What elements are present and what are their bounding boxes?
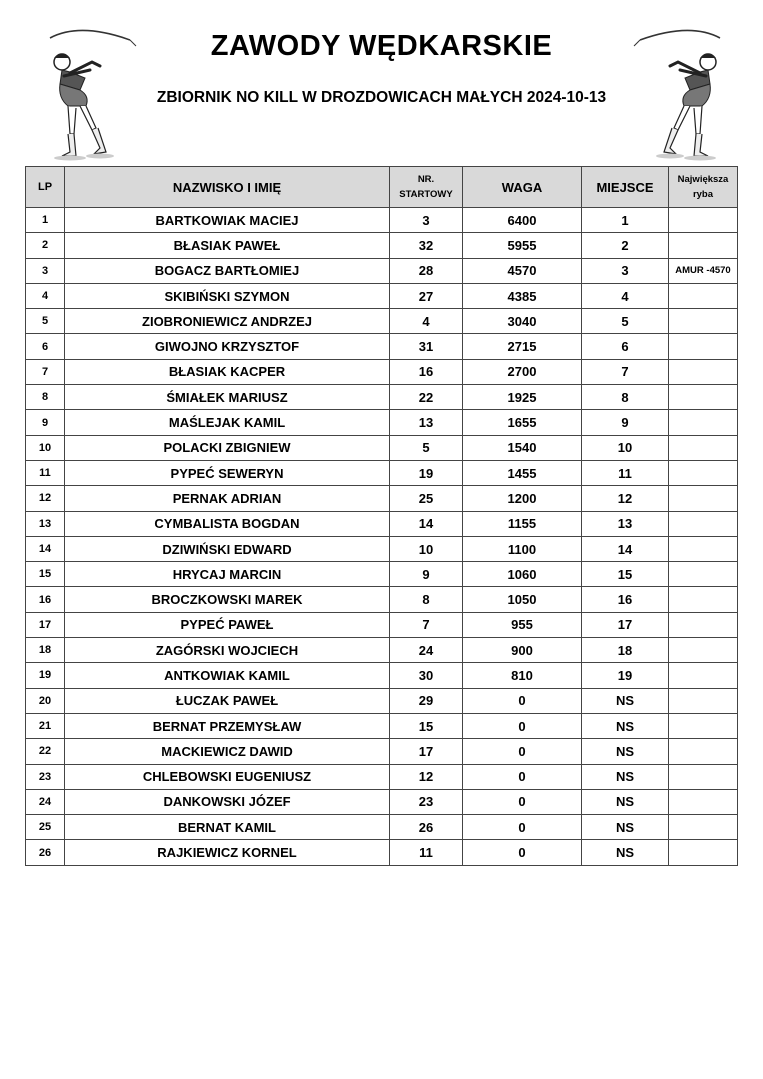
cell-lp: 5 <box>26 309 65 334</box>
page-subtitle: ZBIORNIK NO KILL W DROZDOWICACH MAŁYCH 2024-10-13 <box>156 89 607 106</box>
cell-biggest-fish <box>669 638 738 663</box>
table-row <box>26 638 738 663</box>
cell-weight: 1540 <box>463 435 582 460</box>
cell-lp: 23 <box>26 764 65 789</box>
cell-place: NS <box>582 739 669 764</box>
table-row <box>26 587 738 612</box>
table-row <box>26 435 738 460</box>
cell-name: BERNAT KAMIL <box>65 815 390 840</box>
table-row <box>26 460 738 485</box>
header-place: MIEJSCE <box>582 167 669 208</box>
table-row <box>26 764 738 789</box>
cell-name: ŁUCZAK PAWEŁ <box>65 688 390 713</box>
table-row <box>26 663 738 688</box>
cell-name: BOGACZ BARTŁOMIEJ <box>65 258 390 283</box>
cell-biggest-fish <box>669 309 738 334</box>
table-row <box>26 258 738 283</box>
cell-biggest-fish <box>669 460 738 485</box>
header-name: NAZWISKO I IMIĘ <box>65 167 390 208</box>
cell-start-number: 16 <box>390 359 463 384</box>
cell-weight: 6400 <box>463 208 582 233</box>
cell-name: BŁASIAK KACPER <box>65 359 390 384</box>
cell-name: SKIBIŃSKI SZYMON <box>65 283 390 308</box>
cell-biggest-fish <box>669 511 738 536</box>
cell-biggest-fish <box>669 840 738 865</box>
cell-biggest-fish <box>669 612 738 637</box>
cell-place: 7 <box>582 359 669 384</box>
cell-start-number: 7 <box>390 612 463 637</box>
cell-lp: 6 <box>26 334 65 359</box>
cell-name: GIWOJNO KRZYSZTOF <box>65 334 390 359</box>
cell-place: 1 <box>582 208 669 233</box>
cell-name: MAŚLEJAK KAMIL <box>65 410 390 435</box>
table-row <box>26 385 738 410</box>
cell-name: ŚMIAŁEK MARIUSZ <box>65 385 390 410</box>
cell-start-number: 27 <box>390 283 463 308</box>
cell-lp: 8 <box>26 385 65 410</box>
cell-weight: 810 <box>463 663 582 688</box>
cell-name: CHLEBOWSKI EUGENIUSZ <box>65 764 390 789</box>
cell-place: NS <box>582 688 669 713</box>
cell-lp: 22 <box>26 739 65 764</box>
table-row <box>26 688 738 713</box>
cell-start-number: 19 <box>390 460 463 485</box>
cell-place: 2 <box>582 233 669 258</box>
cell-name: RAJKIEWICZ KORNEL <box>65 840 390 865</box>
table-row <box>26 334 738 359</box>
cell-name: PYPEĆ PAWEŁ <box>65 612 390 637</box>
cell-start-number: 24 <box>390 638 463 663</box>
cell-start-number: 5 <box>390 435 463 460</box>
cell-start-number: 14 <box>390 511 463 536</box>
cell-lp: 15 <box>26 562 65 587</box>
cell-name: ANTKOWIAK KAMIL <box>65 663 390 688</box>
cell-start-number: 9 <box>390 562 463 587</box>
cell-lp: 4 <box>26 283 65 308</box>
cell-biggest-fish <box>669 713 738 738</box>
cell-start-number: 26 <box>390 815 463 840</box>
table-row <box>26 739 738 764</box>
cell-weight: 4385 <box>463 283 582 308</box>
cell-lp: 19 <box>26 663 65 688</box>
page-title: ZAWODY WĘDKARSKIE <box>210 30 553 62</box>
cell-lp: 7 <box>26 359 65 384</box>
cell-biggest-fish <box>669 688 738 713</box>
table-row <box>26 410 738 435</box>
cell-place: 16 <box>582 587 669 612</box>
cell-lp: 9 <box>26 410 65 435</box>
cell-place: 15 <box>582 562 669 587</box>
cell-place: 17 <box>582 612 669 637</box>
cell-biggest-fish <box>669 233 738 258</box>
cell-weight: 955 <box>463 612 582 637</box>
cell-place: NS <box>582 815 669 840</box>
cell-start-number: 30 <box>390 663 463 688</box>
table-row <box>26 562 738 587</box>
cell-weight: 1050 <box>463 587 582 612</box>
cell-place: 4 <box>582 283 669 308</box>
header-biggest-fish-line2: ryba <box>692 189 714 200</box>
cell-weight: 0 <box>463 713 582 738</box>
cell-place: 13 <box>582 511 669 536</box>
cell-biggest-fish <box>669 283 738 308</box>
cell-lp: 18 <box>26 638 65 663</box>
cell-biggest-fish <box>669 815 738 840</box>
cell-start-number: 10 <box>390 536 463 561</box>
results-table <box>25 166 738 866</box>
header-start-number-line2: STARTOWY <box>399 189 453 200</box>
cell-start-number: 22 <box>390 385 463 410</box>
cell-place: 10 <box>582 435 669 460</box>
cell-weight: 1655 <box>463 410 582 435</box>
cell-biggest-fish <box>669 410 738 435</box>
cell-name: CYMBALISTA BOGDAN <box>65 511 390 536</box>
cell-biggest-fish <box>669 359 738 384</box>
cell-place: 11 <box>582 460 669 485</box>
cell-biggest-fish <box>669 764 738 789</box>
cell-lp: 17 <box>26 612 65 637</box>
cell-lp: 21 <box>26 713 65 738</box>
cell-place: NS <box>582 840 669 865</box>
cell-weight: 1200 <box>463 486 582 511</box>
table-row <box>26 840 738 865</box>
cell-weight: 3040 <box>463 309 582 334</box>
cell-name: DZIWIŃSKI EDWARD <box>65 536 390 561</box>
table-row <box>26 208 738 233</box>
cell-weight: 0 <box>463 815 582 840</box>
cell-name: HRYCAJ MARCIN <box>65 562 390 587</box>
cell-biggest-fish <box>669 739 738 764</box>
cell-weight: 1925 <box>463 385 582 410</box>
cell-lp: 26 <box>26 840 65 865</box>
cell-weight: 1060 <box>463 562 582 587</box>
cell-start-number: 11 <box>390 840 463 865</box>
cell-start-number: 12 <box>390 764 463 789</box>
cell-lp: 24 <box>26 789 65 814</box>
cell-weight: 2700 <box>463 359 582 384</box>
cell-place: 9 <box>582 410 669 435</box>
table-row <box>26 309 738 334</box>
cell-weight: 1100 <box>463 536 582 561</box>
header-weight: WAGA <box>463 167 582 208</box>
cell-name: BARTKOWIAK MACIEJ <box>65 208 390 233</box>
cell-place: 18 <box>582 638 669 663</box>
header-biggest-fish <box>669 167 738 208</box>
cell-biggest-fish: AMUR -4570 <box>669 258 738 283</box>
cell-place: 14 <box>582 536 669 561</box>
header-lp: LP <box>26 167 65 208</box>
table-row <box>26 233 738 258</box>
cell-biggest-fish <box>669 536 738 561</box>
cell-biggest-fish <box>669 562 738 587</box>
header-start-number-line1: NR. <box>417 174 435 185</box>
cell-place: NS <box>582 764 669 789</box>
cell-name: BŁASIAK PAWEŁ <box>65 233 390 258</box>
cell-place: 5 <box>582 309 669 334</box>
cell-weight: 900 <box>463 638 582 663</box>
header-start-number <box>390 167 463 208</box>
cell-place: NS <box>582 713 669 738</box>
cell-name: MACKIEWICZ DAWID <box>65 739 390 764</box>
cell-lp: 2 <box>26 233 65 258</box>
cell-biggest-fish <box>669 208 738 233</box>
cell-start-number: 23 <box>390 789 463 814</box>
cell-place: 12 <box>582 486 669 511</box>
table-row <box>26 486 738 511</box>
table-header-row <box>26 167 738 208</box>
table-row <box>26 536 738 561</box>
cell-start-number: 15 <box>390 713 463 738</box>
cell-lp: 12 <box>26 486 65 511</box>
cell-start-number: 4 <box>390 309 463 334</box>
cell-weight: 4570 <box>463 258 582 283</box>
cell-start-number: 31 <box>390 334 463 359</box>
cell-weight: 5955 <box>463 233 582 258</box>
cell-weight: 0 <box>463 789 582 814</box>
cell-lp: 13 <box>26 511 65 536</box>
table-row <box>26 359 738 384</box>
cell-start-number: 32 <box>390 233 463 258</box>
cell-start-number: 3 <box>390 208 463 233</box>
cell-lp: 11 <box>26 460 65 485</box>
cell-name: POLACKI ZBIGNIEW <box>65 435 390 460</box>
cell-name: ZAGÓRSKI WOJCIECH <box>65 638 390 663</box>
cell-start-number: 28 <box>390 258 463 283</box>
cell-weight: 0 <box>463 739 582 764</box>
cell-biggest-fish <box>669 486 738 511</box>
cell-lp: 25 <box>26 815 65 840</box>
cell-start-number: 29 <box>390 688 463 713</box>
cell-start-number: 17 <box>390 739 463 764</box>
cell-lp: 14 <box>26 536 65 561</box>
cell-start-number: 8 <box>390 587 463 612</box>
cell-name: ZIOBRONIEWICZ ANDRZEJ <box>65 309 390 334</box>
cell-place: NS <box>582 789 669 814</box>
cell-start-number: 13 <box>390 410 463 435</box>
table-row <box>26 283 738 308</box>
cell-biggest-fish <box>669 385 738 410</box>
cell-weight: 0 <box>463 840 582 865</box>
cell-weight: 0 <box>463 688 582 713</box>
cell-lp: 1 <box>26 208 65 233</box>
header-biggest-fish-line1: Największa <box>677 174 729 185</box>
cell-lp: 10 <box>26 435 65 460</box>
cell-lp: 3 <box>26 258 65 283</box>
cell-name: BERNAT PRZEMYSŁAW <box>65 713 390 738</box>
cell-weight: 1155 <box>463 511 582 536</box>
cell-weight: 1455 <box>463 460 582 485</box>
cell-place: 19 <box>582 663 669 688</box>
table-row <box>26 511 738 536</box>
cell-weight: 0 <box>463 764 582 789</box>
cell-biggest-fish <box>669 435 738 460</box>
cell-biggest-fish <box>669 587 738 612</box>
cell-lp: 16 <box>26 587 65 612</box>
cell-name: PYPEĆ SEWERYN <box>65 460 390 485</box>
table-row <box>26 789 738 814</box>
cell-place: 3 <box>582 258 669 283</box>
cell-biggest-fish <box>669 334 738 359</box>
cell-place: 6 <box>582 334 669 359</box>
table-row <box>26 612 738 637</box>
cell-place: 8 <box>582 385 669 410</box>
cell-name: DANKOWSKI JÓZEF <box>65 789 390 814</box>
cell-start-number: 25 <box>390 486 463 511</box>
cell-lp: 20 <box>26 688 65 713</box>
cell-name: BROCZKOWSKI MAREK <box>65 587 390 612</box>
cell-name: PERNAK ADRIAN <box>65 486 390 511</box>
cell-biggest-fish <box>669 789 738 814</box>
table-row <box>26 713 738 738</box>
cell-biggest-fish <box>669 663 738 688</box>
table-row <box>26 815 738 840</box>
cell-weight: 2715 <box>463 334 582 359</box>
